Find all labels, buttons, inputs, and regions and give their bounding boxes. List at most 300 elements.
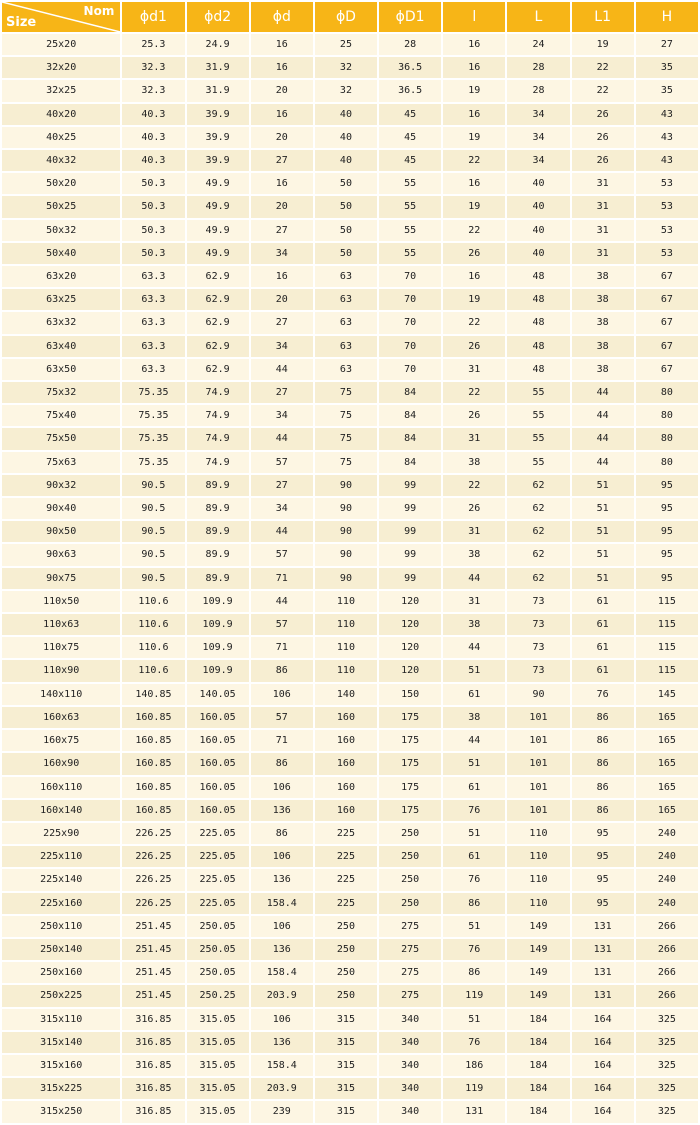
table-row	[2, 336, 698, 357]
value-cell: 67	[636, 336, 698, 357]
value-cell: 51	[443, 1009, 505, 1030]
value-cell: 39.9	[187, 127, 249, 148]
value-cell: 340	[379, 1032, 441, 1053]
value-cell: 203.9	[251, 985, 313, 1006]
value-cell: 316.85	[122, 1101, 184, 1122]
value-cell: 31	[443, 359, 505, 380]
value-cell: 61	[443, 777, 505, 798]
value-cell: 99	[379, 521, 441, 542]
value-cell: 35	[636, 80, 698, 101]
value-cell: 48	[507, 266, 569, 287]
size-cell: 50x20	[2, 173, 120, 194]
value-cell: 44	[443, 637, 505, 658]
value-cell: 325	[636, 1032, 698, 1053]
value-cell: 40.3	[122, 150, 184, 171]
value-cell: 70	[379, 266, 441, 287]
column-header: ϕd1	[122, 2, 184, 32]
value-cell: 22	[443, 382, 505, 403]
value-cell: 266	[636, 985, 698, 1006]
value-cell: 160	[315, 800, 377, 821]
value-cell: 160.85	[122, 753, 184, 774]
value-cell: 90	[315, 544, 377, 565]
value-cell: 38	[572, 312, 634, 333]
value-cell: 240	[636, 869, 698, 890]
value-cell: 44	[443, 568, 505, 589]
value-cell: 175	[379, 753, 441, 774]
value-cell: 160	[315, 753, 377, 774]
value-cell: 31.9	[187, 80, 249, 101]
value-cell: 48	[507, 312, 569, 333]
value-cell: 80	[636, 452, 698, 473]
size-cell: 110x50	[2, 591, 120, 612]
value-cell: 165	[636, 800, 698, 821]
value-cell: 40	[315, 150, 377, 171]
value-cell: 158.4	[251, 893, 313, 914]
value-cell: 50.3	[122, 173, 184, 194]
value-cell: 22	[443, 312, 505, 333]
value-cell: 27	[251, 312, 313, 333]
value-cell: 240	[636, 823, 698, 844]
table-row	[2, 962, 698, 983]
value-cell: 275	[379, 985, 441, 1006]
value-cell: 131	[443, 1101, 505, 1122]
header-row	[2, 2, 698, 32]
value-cell: 74.9	[187, 382, 249, 403]
value-cell: 184	[507, 1078, 569, 1099]
value-cell: 38	[443, 452, 505, 473]
value-cell: 45	[379, 104, 441, 125]
value-cell: 86	[572, 800, 634, 821]
value-cell: 315	[315, 1078, 377, 1099]
value-cell: 51	[443, 916, 505, 937]
value-cell: 158.4	[251, 962, 313, 983]
value-cell: 25	[315, 34, 377, 55]
value-cell: 34	[507, 127, 569, 148]
table-row	[2, 1055, 698, 1076]
value-cell: 251.45	[122, 985, 184, 1006]
value-cell: 67	[636, 289, 698, 310]
value-cell: 160.05	[187, 707, 249, 728]
value-cell: 55	[379, 220, 441, 241]
value-cell: 106	[251, 916, 313, 937]
table-row	[2, 127, 698, 148]
table-row	[2, 312, 698, 333]
value-cell: 275	[379, 962, 441, 983]
size-cell: 225x160	[2, 893, 120, 914]
value-cell: 160	[315, 777, 377, 798]
value-cell: 75.35	[122, 428, 184, 449]
value-cell: 160	[315, 730, 377, 751]
value-cell: 62.9	[187, 289, 249, 310]
value-cell: 38	[443, 707, 505, 728]
value-cell: 95	[636, 521, 698, 542]
value-cell: 20	[251, 127, 313, 148]
size-cell: 75x50	[2, 428, 120, 449]
size-cell: 63x50	[2, 359, 120, 380]
value-cell: 110	[507, 846, 569, 867]
value-cell: 26	[572, 104, 634, 125]
value-cell: 95	[636, 544, 698, 565]
size-cell: 110x63	[2, 614, 120, 635]
table-body	[2, 34, 698, 1123]
table-row	[2, 893, 698, 914]
value-cell: 225	[315, 869, 377, 890]
value-cell: 203.9	[251, 1078, 313, 1099]
value-cell: 89.9	[187, 475, 249, 496]
value-cell: 40.3	[122, 104, 184, 125]
value-cell: 184	[507, 1101, 569, 1122]
size-cell: 63x40	[2, 336, 120, 357]
value-cell: 31	[443, 591, 505, 612]
value-cell: 115	[636, 614, 698, 635]
value-cell: 63	[315, 312, 377, 333]
size-cell: 50x40	[2, 243, 120, 264]
value-cell: 109.9	[187, 614, 249, 635]
value-cell: 16	[443, 173, 505, 194]
value-cell: 315.05	[187, 1055, 249, 1076]
size-cell: 315x160	[2, 1055, 120, 1076]
value-cell: 120	[379, 614, 441, 635]
size-cell: 250x225	[2, 985, 120, 1006]
value-cell: 149	[507, 916, 569, 937]
corner-header-cell	[2, 2, 120, 32]
table-row	[2, 637, 698, 658]
value-cell: 62.9	[187, 312, 249, 333]
value-cell: 250.25	[187, 985, 249, 1006]
value-cell: 75.35	[122, 382, 184, 403]
value-cell: 250.05	[187, 916, 249, 937]
value-cell: 115	[636, 637, 698, 658]
value-cell: 53	[636, 220, 698, 241]
value-cell: 36.5	[379, 57, 441, 78]
value-cell: 131	[572, 962, 634, 983]
size-cell: 160x75	[2, 730, 120, 751]
value-cell: 110	[315, 637, 377, 658]
value-cell: 106	[251, 684, 313, 705]
size-cell: 225x90	[2, 823, 120, 844]
size-cell: 250x160	[2, 962, 120, 983]
table-row	[2, 753, 698, 774]
value-cell: 101	[507, 730, 569, 751]
value-cell: 26	[443, 405, 505, 426]
size-cell: 160x110	[2, 777, 120, 798]
value-cell: 63.3	[122, 359, 184, 380]
value-cell: 40	[507, 173, 569, 194]
value-cell: 225.05	[187, 823, 249, 844]
table-row	[2, 289, 698, 310]
value-cell: 44	[251, 521, 313, 542]
value-cell: 84	[379, 405, 441, 426]
value-cell: 50	[315, 220, 377, 241]
value-cell: 49.9	[187, 220, 249, 241]
value-cell: 251.45	[122, 916, 184, 937]
value-cell: 90.5	[122, 544, 184, 565]
value-cell: 32	[315, 57, 377, 78]
table-row	[2, 591, 698, 612]
value-cell: 73	[507, 614, 569, 635]
value-cell: 275	[379, 939, 441, 960]
value-cell: 95	[572, 823, 634, 844]
value-cell: 27	[251, 475, 313, 496]
size-cell: 110x75	[2, 637, 120, 658]
table-row	[2, 475, 698, 496]
value-cell: 62	[507, 568, 569, 589]
value-cell: 101	[507, 777, 569, 798]
value-cell: 16	[443, 34, 505, 55]
value-cell: 119	[443, 1078, 505, 1099]
value-cell: 86	[572, 730, 634, 751]
value-cell: 62	[507, 475, 569, 496]
value-cell: 250	[315, 985, 377, 1006]
value-cell: 86	[251, 823, 313, 844]
value-cell: 340	[379, 1009, 441, 1030]
value-cell: 26	[443, 498, 505, 519]
size-cell: 90x40	[2, 498, 120, 519]
size-cell: 140x110	[2, 684, 120, 705]
value-cell: 31	[572, 173, 634, 194]
value-cell: 38	[572, 359, 634, 380]
value-cell: 55	[507, 452, 569, 473]
value-cell: 158.4	[251, 1055, 313, 1076]
size-cell: 250x140	[2, 939, 120, 960]
size-cell: 75x63	[2, 452, 120, 473]
value-cell: 25.3	[122, 34, 184, 55]
value-cell: 164	[572, 1032, 634, 1053]
value-cell: 61	[572, 660, 634, 681]
value-cell: 84	[379, 428, 441, 449]
value-cell: 175	[379, 730, 441, 751]
value-cell: 110	[315, 591, 377, 612]
size-cell: 90x63	[2, 544, 120, 565]
value-cell: 44	[251, 359, 313, 380]
table-row	[2, 405, 698, 426]
value-cell: 106	[251, 1009, 313, 1030]
size-cell: 160x63	[2, 707, 120, 728]
value-cell: 110	[315, 660, 377, 681]
value-cell: 226.25	[122, 846, 184, 867]
table-row	[2, 660, 698, 681]
value-cell: 53	[636, 173, 698, 194]
value-cell: 55	[507, 382, 569, 403]
value-cell: 164	[572, 1078, 634, 1099]
column-header: ϕd2	[187, 2, 249, 32]
column-header: ϕD1	[379, 2, 441, 32]
value-cell: 61	[443, 846, 505, 867]
value-cell: 99	[379, 568, 441, 589]
table-row	[2, 452, 698, 473]
value-cell: 76	[443, 1032, 505, 1053]
value-cell: 95	[636, 475, 698, 496]
value-cell: 51	[443, 753, 505, 774]
value-cell: 62	[507, 544, 569, 565]
value-cell: 90.5	[122, 568, 184, 589]
value-cell: 48	[507, 359, 569, 380]
value-cell: 38	[443, 544, 505, 565]
value-cell: 51	[572, 475, 634, 496]
value-cell: 45	[379, 150, 441, 171]
value-cell: 225.05	[187, 869, 249, 890]
value-cell: 27	[251, 220, 313, 241]
value-cell: 164	[572, 1055, 634, 1076]
value-cell: 26	[443, 336, 505, 357]
value-cell: 184	[507, 1009, 569, 1030]
table-row	[2, 614, 698, 635]
value-cell: 184	[507, 1055, 569, 1076]
column-header: L1	[572, 2, 634, 32]
value-cell: 250	[379, 823, 441, 844]
table-row	[2, 173, 698, 194]
size-cell: 75x32	[2, 382, 120, 403]
column-header: ϕd	[251, 2, 313, 32]
value-cell: 43	[636, 127, 698, 148]
value-cell: 49.9	[187, 243, 249, 264]
value-cell: 71	[251, 637, 313, 658]
value-cell: 61	[572, 614, 634, 635]
table-row	[2, 34, 698, 55]
value-cell: 115	[636, 660, 698, 681]
value-cell: 49.9	[187, 173, 249, 194]
value-cell: 275	[379, 916, 441, 937]
value-cell: 22	[443, 475, 505, 496]
value-cell: 84	[379, 452, 441, 473]
value-cell: 38	[443, 614, 505, 635]
table-row	[2, 196, 698, 217]
value-cell: 71	[251, 730, 313, 751]
table-row	[2, 684, 698, 705]
size-cell: 40x32	[2, 150, 120, 171]
value-cell: 266	[636, 962, 698, 983]
value-cell: 53	[636, 243, 698, 264]
value-cell: 44	[251, 428, 313, 449]
value-cell: 84	[379, 382, 441, 403]
value-cell: 76	[572, 684, 634, 705]
value-cell: 51	[572, 544, 634, 565]
value-cell: 225	[315, 893, 377, 914]
table-row	[2, 104, 698, 125]
value-cell: 20	[251, 196, 313, 217]
value-cell: 119	[443, 985, 505, 1006]
value-cell: 19	[443, 80, 505, 101]
value-cell: 44	[443, 730, 505, 751]
value-cell: 70	[379, 359, 441, 380]
value-cell: 86	[572, 753, 634, 774]
value-cell: 164	[572, 1009, 634, 1030]
value-cell: 175	[379, 800, 441, 821]
value-cell: 39.9	[187, 104, 249, 125]
value-cell: 145	[636, 684, 698, 705]
size-cell: 90x50	[2, 521, 120, 542]
size-cell: 225x140	[2, 869, 120, 890]
value-cell: 160.85	[122, 730, 184, 751]
table-row	[2, 544, 698, 565]
table-row	[2, 1032, 698, 1053]
value-cell: 31	[572, 196, 634, 217]
value-cell: 27	[636, 34, 698, 55]
nominal-label: Nom	[83, 4, 115, 18]
column-header: L	[507, 2, 569, 32]
value-cell: 109.9	[187, 637, 249, 658]
value-cell: 34	[507, 104, 569, 125]
table-row	[2, 57, 698, 78]
size-label: Size	[6, 15, 37, 30]
value-cell: 74.9	[187, 452, 249, 473]
value-cell: 160.05	[187, 753, 249, 774]
size-cell: 250x110	[2, 916, 120, 937]
value-cell: 75	[315, 428, 377, 449]
value-cell: 31	[443, 428, 505, 449]
value-cell: 110.6	[122, 637, 184, 658]
value-cell: 44	[572, 452, 634, 473]
value-cell: 226.25	[122, 823, 184, 844]
column-header: ϕD	[315, 2, 377, 32]
value-cell: 89.9	[187, 498, 249, 519]
value-cell: 250	[379, 846, 441, 867]
value-cell: 48	[507, 336, 569, 357]
size-cell: 32x25	[2, 80, 120, 101]
table-row	[2, 428, 698, 449]
value-cell: 136	[251, 869, 313, 890]
value-cell: 149	[507, 985, 569, 1006]
value-cell: 32	[315, 80, 377, 101]
value-cell: 136	[251, 939, 313, 960]
value-cell: 99	[379, 498, 441, 519]
value-cell: 61	[572, 637, 634, 658]
value-cell: 140.05	[187, 684, 249, 705]
value-cell: 19	[572, 34, 634, 55]
value-cell: 250.05	[187, 939, 249, 960]
value-cell: 27	[251, 150, 313, 171]
table-row	[2, 1101, 698, 1122]
value-cell: 16	[443, 266, 505, 287]
value-cell: 61	[572, 591, 634, 612]
value-cell: 67	[636, 266, 698, 287]
value-cell: 95	[572, 869, 634, 890]
value-cell: 250	[315, 916, 377, 937]
value-cell: 136	[251, 1032, 313, 1053]
value-cell: 24.9	[187, 34, 249, 55]
size-cell: 315x225	[2, 1078, 120, 1099]
value-cell: 70	[379, 289, 441, 310]
value-cell: 36.5	[379, 80, 441, 101]
value-cell: 160.85	[122, 800, 184, 821]
value-cell: 38	[572, 289, 634, 310]
table-row	[2, 916, 698, 937]
value-cell: 63	[315, 289, 377, 310]
table-row	[2, 800, 698, 821]
value-cell: 89.9	[187, 568, 249, 589]
value-cell: 90.5	[122, 475, 184, 496]
value-cell: 120	[379, 637, 441, 658]
value-cell: 35	[636, 57, 698, 78]
table-row	[2, 1009, 698, 1030]
value-cell: 51	[572, 498, 634, 519]
value-cell: 315.05	[187, 1101, 249, 1122]
value-cell: 20	[251, 80, 313, 101]
size-cell: 32x20	[2, 57, 120, 78]
value-cell: 101	[507, 800, 569, 821]
value-cell: 186	[443, 1055, 505, 1076]
value-cell: 90	[315, 568, 377, 589]
value-cell: 19	[443, 127, 505, 148]
table-row	[2, 243, 698, 264]
value-cell: 51	[572, 521, 634, 542]
value-cell: 71	[251, 568, 313, 589]
table-row	[2, 220, 698, 241]
table-row	[2, 521, 698, 542]
value-cell: 315	[315, 1009, 377, 1030]
value-cell: 315.05	[187, 1032, 249, 1053]
column-header: H	[636, 2, 698, 32]
